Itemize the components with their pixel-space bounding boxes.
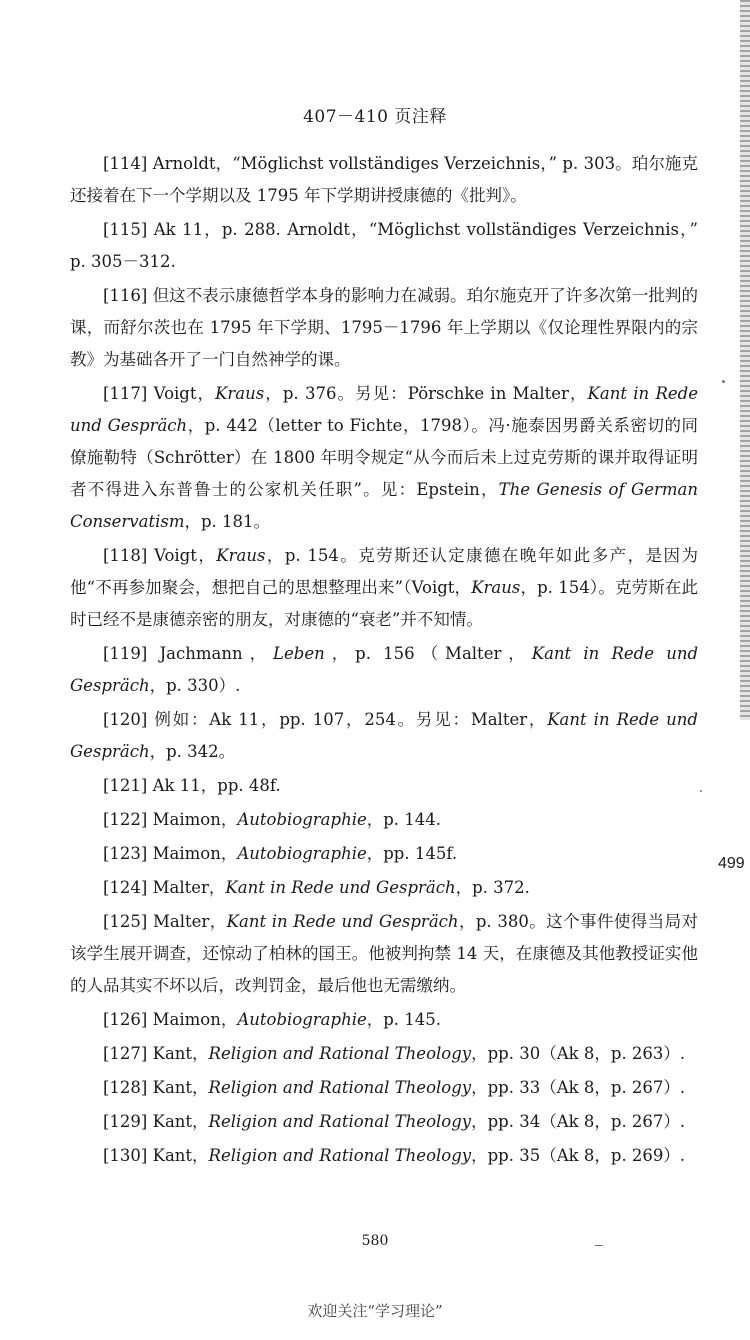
- note-text: [121] Ak 11，pp. 48f.: [103, 776, 281, 795]
- footnote-127: [70, 1038, 698, 1070]
- note-text: [122] Maimon，: [103, 810, 238, 829]
- note-text: [117] Voigt，: [103, 384, 216, 403]
- footnote-126: [70, 1004, 698, 1036]
- italic-title: Kant in Rede und Gespräch: [70, 384, 698, 435]
- footnote-125: [70, 906, 698, 1002]
- footnote-121: [70, 770, 698, 802]
- footnote-128: [70, 1072, 698, 1104]
- footnote-122: [70, 804, 698, 836]
- note-text: ，pp. 35（Ak 8，p. 269）.: [471, 1146, 686, 1165]
- notes-list: [70, 148, 698, 1174]
- note-text: ，p. 380。这个事件使得当局对该学生展开调查，还惊动了柏林的国王。他被判拘禁 14 天，在康德及其他教授证实他的人品其实不坏以后，改判罚金，最后他也无需缴纳。: [70, 912, 699, 995]
- italic-title: Religion and Rational Theology: [208, 1078, 472, 1097]
- note-text: ，p. 372.: [455, 878, 530, 897]
- note-text: [127] Kant，: [103, 1044, 209, 1063]
- note-text: ，pp. 33（Ak 8，p. 267）.: [471, 1078, 686, 1097]
- footnote-129: [70, 1106, 698, 1138]
- italic-title: Autobiographie: [237, 810, 367, 829]
- note-text: ，pp. 145f.: [366, 844, 458, 863]
- note-text: ，p. 145.: [366, 1010, 442, 1029]
- footnote-130: [70, 1140, 698, 1172]
- note-text: ，p. 156（Malter，: [324, 644, 532, 663]
- italic-title: Kraus: [471, 578, 521, 597]
- note-text: [126] Maimon，: [103, 1010, 238, 1029]
- italic-title: Autobiographie: [237, 844, 367, 863]
- note-text: ，p. 144.: [366, 810, 442, 829]
- italic-title: Kraus: [216, 546, 266, 565]
- note-text: [114] Arnoldt，“Möglichst vollständiges Verzeichnis，” p. 303。珀尔施克还接着在下一个学期以及 1795 年下学期讲授康德的《批判》。: [70, 154, 698, 205]
- note-text: ，p. 442（letter to Fichte，1798）。冯·施泰因男爵关系密切的同僚施勒特（Schrötter）在 1800 年明令规定“从今而后未上过克劳斯的课并取得证明者不得进入东普鲁士的公家机关任职”。见：Epstein，: [70, 416, 698, 499]
- note-text: ，pp. 34（Ak 8，p. 267）.: [471, 1112, 686, 1131]
- scan-speck: [700, 790, 702, 792]
- italic-title: Kant in Rede und Gespräch: [70, 710, 698, 761]
- footnote-114: [70, 148, 698, 212]
- italic-title: Religion and Rational Theology: [208, 1112, 472, 1131]
- italic-title: Kant in Rede und Gespräch: [70, 644, 699, 695]
- italic-title: Autobiographie: [237, 1010, 367, 1029]
- page-header: 407－410 页注释: [303, 107, 447, 127]
- note-text: ，pp. 30（Ak 8，p. 263）.: [471, 1044, 686, 1063]
- italic-title: Kraus: [215, 384, 265, 403]
- note-text: [123] Maimon，: [103, 844, 238, 863]
- note-text: [128] Kant，: [103, 1078, 209, 1097]
- italic-title: Religion and Rational Theology: [208, 1044, 472, 1063]
- note-text: [130] Kant，: [103, 1146, 209, 1165]
- note-text: ，p. 330）.: [149, 676, 241, 695]
- note-text: ，p. 376。另见：Pörschke in Malter，: [264, 384, 588, 403]
- footnote-120: [70, 704, 698, 768]
- note-text: [115] Ak 11，p. 288. Arnoldt，“Möglichst vollständiges Verzeichnis，” p. 305－312.: [70, 220, 698, 271]
- note-text: ，p. 181。: [184, 512, 271, 531]
- scan-speck: [722, 380, 725, 383]
- footnote-123: [70, 838, 698, 870]
- footnote-117: [70, 378, 698, 538]
- note-text: [119] Jachmann，: [103, 644, 274, 663]
- note-text: [124] Malter，: [103, 878, 226, 897]
- italic-title: Leben: [273, 644, 325, 663]
- note-text: [125] Malter，: [103, 912, 227, 931]
- footnote-115: [70, 214, 698, 278]
- note-text: ，p. 154。克劳斯还认定康德在晚年如此多产，是因为他“不再参加聚会，想把自己的思想整理出来”（Voigt，: [70, 546, 699, 597]
- italic-title: Kant in Rede und Gespräch: [225, 878, 456, 897]
- italic-title: Religion and Rational Theology: [208, 1146, 472, 1165]
- note-text: [118] Voigt，: [103, 546, 217, 565]
- page-number: 580: [361, 1233, 389, 1249]
- note-text: ，p. 154）。克劳斯在此时已经不是康德亲密的朋友，对康德的“衰老”并不知情。: [70, 578, 698, 629]
- margin-page-number: 499: [718, 855, 745, 872]
- note-text: [120] 例如：Ak 11，pp. 107，254。另见：Malter，: [103, 710, 548, 729]
- footnote-116: [70, 280, 698, 376]
- footer-note: 欢迎关注“学习理论”: [307, 1302, 443, 1320]
- note-text: [129] Kant，: [103, 1112, 209, 1131]
- footnote-124: [70, 872, 698, 904]
- footnote-118: [70, 540, 698, 636]
- italic-title: Kant in Rede und Gespräch: [226, 912, 459, 931]
- note-text: [116] 但这不表示康德哲学本身的影响力在减弱。珀尔施克开了许多次第一批判的课，而舒尔茨也在 1795 年下学期、1795－1796 年上学期以《仅论理性界限内的宗教》为基础各开了一门自然神学的课。: [70, 286, 698, 369]
- footnote-119: [70, 638, 698, 702]
- note-text: ，p. 342。: [149, 742, 236, 761]
- italic-title: The Genesis of German Conservatism: [70, 480, 698, 531]
